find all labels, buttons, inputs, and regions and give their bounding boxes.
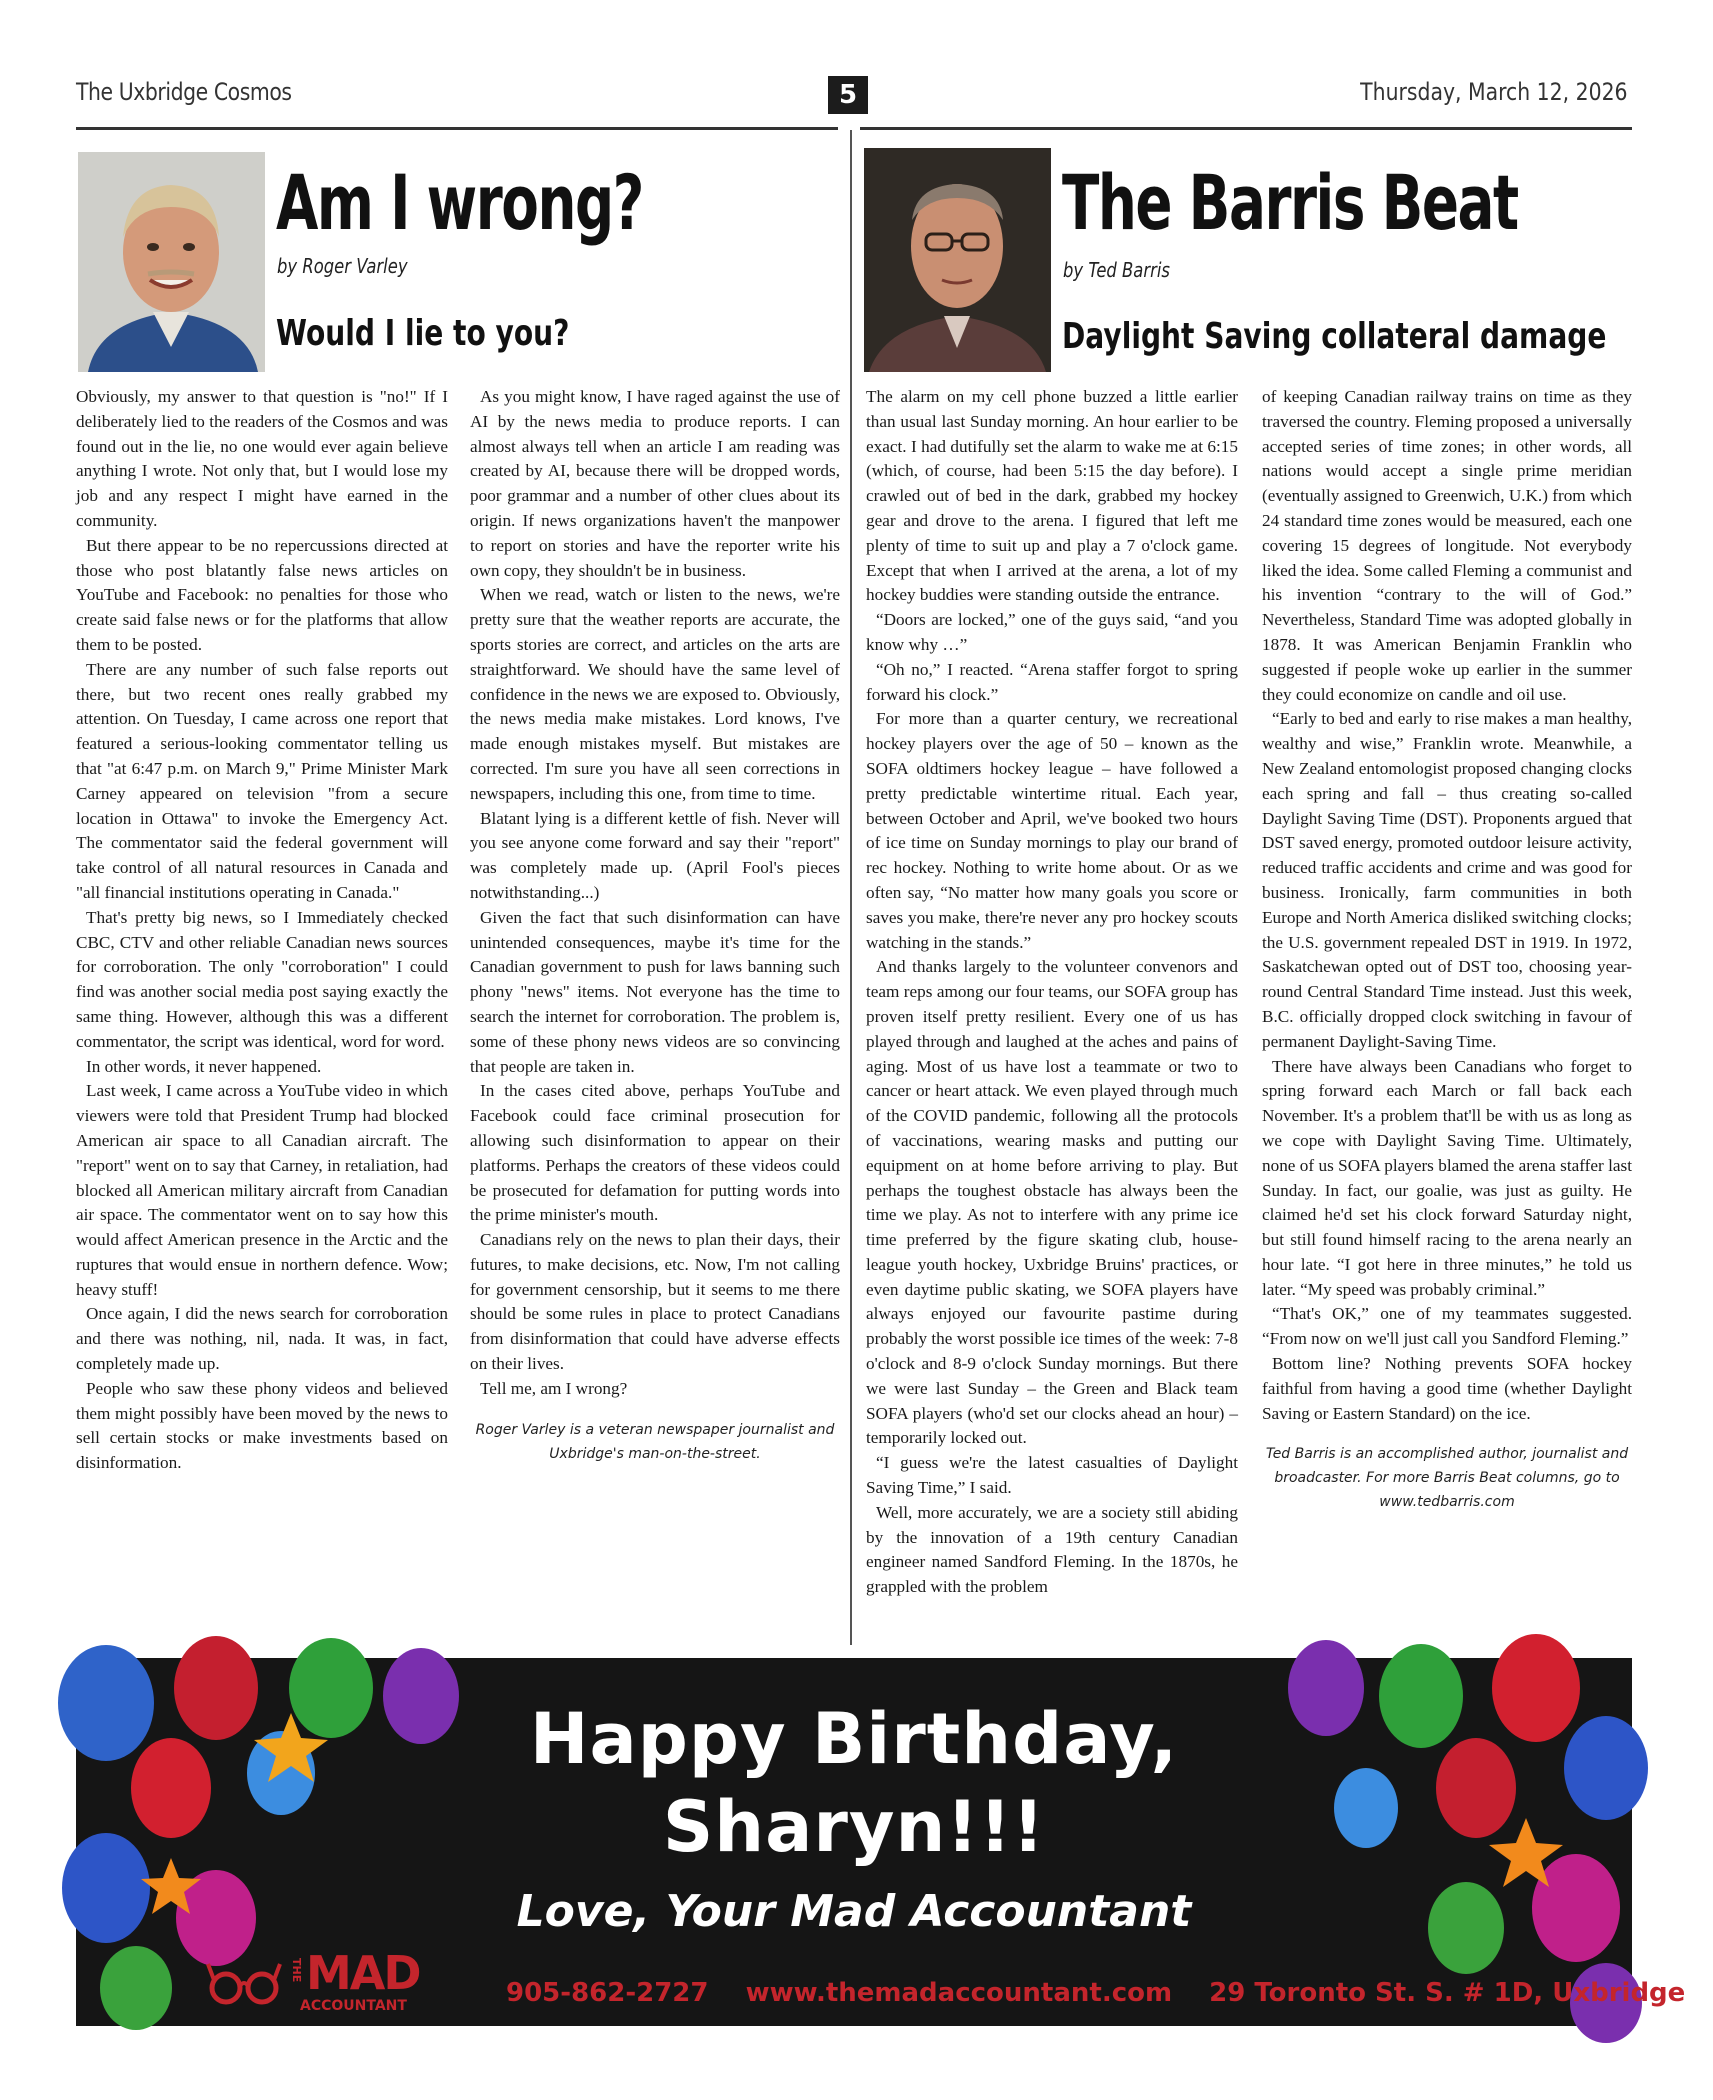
paragraph: Bottom line? Nothing prevents SOFA hockey faithful from having a good time (whether Daylight Saving or Eastern Standard) on the ice. <box>1262 1354 1632 1423</box>
logo-sub-text: ACCOUNTANT <box>300 1998 407 2014</box>
ad-contact-line <box>506 1978 1713 2008</box>
article-text-column-3 <box>866 385 1238 1600</box>
paragraph: But there appear to be no repercussions directed at those who post blatantly false news articles on YouTube and Facebook: no penalties for those who create said false news or for the platforms that allow them to be posted. <box>76 535 448 654</box>
article-headline: Daylight Saving collateral damage <box>1062 316 1607 357</box>
article-headline: Would I lie to you? <box>276 313 570 354</box>
column-title: Am I wrong? <box>276 158 643 247</box>
ad-phone: 905-862-2727 <box>506 1978 709 2008</box>
paragraph: “Early to bed and early to rise makes a man healthy, wealthy and wise,” Franklin wrote. Meanwhile, a New Zealand entomologist proposed changing clocks each spring and fall – thus creating so-called Daylight Saving Time (DST). Proponents argued that DST saved energy, promoted outdoor leisure activity, reduced traffic accidents and crime and was good for business. Ironically, farm communities in both Europe and North America disliked switching clocks; the U.S. government repealed DST in 1919. In 1972, Saskatchewan opted out of DST too, choosing year-round Central Standard Time instead. Just this week, B.C. officially dropped clock switching in favour of permanent Daylight-Saving Time. <box>1262 709 1632 1051</box>
ad-recipient: Sharyn!!! <box>662 1786 1046 1868</box>
author-photo-roger-varley <box>78 152 265 372</box>
paragraph: And thanks largely to the volunteer convenors and team reps among our four teams, our SOFA group has proven itself pretty resilient. Every one of us has played through and laughed at the aches and pains of aging. Most of us have lost a teammate or two to cancer or heart attack. We even played through much of the COVID pandemic, following all the protocols of vaccinations, wearing masks and putting our equipment on at home before arriving to play. But perhaps the toughest obstacle has always been the time we play. As not to interfere with any prime ice time preferred by the figure skating club, house-league youth hockey, Uxbridge Bruins' practices, or even daytime public skating, we SOFA players have always enjoyed our favourite pastime during probably the worst possible ice times of the week: 7-8 o'clock and 8-9 o'clock Sunday mornings. But there we were last Sunday – the Green and Black team SOFA players (who'd set our clocks ahead an hour) – temporarily locked out. <box>866 957 1238 1448</box>
article-text-column-2 <box>470 385 840 1466</box>
ad-greeting: Happy Birthday, <box>529 1698 1179 1780</box>
paragraph: The alarm on my cell phone buzzed a little earlier than usual last Sunday morning. An hour earlier to be exact. I had dutifully set the alarm to wake me at 6:15 (which, of course, had been 5:15 the day before). I crawled out of bed in the dark, grabbed my hockey gear and drove to the arena. I figured that left me plenty of time to suit up and play a 7 o'clock game. Except that when I arrived at the arena, a lot of my hockey buddies were standing outside the entrance. <box>866 387 1238 605</box>
paragraph: People who saw these phony videos and believed them might possibly have been moved by the news to sell certain stocks or make investments based on disinformation. <box>76 1378 448 1473</box>
logo-main-text: MAD <box>306 1946 420 2000</box>
page-number: 5 <box>828 76 868 114</box>
mad-accountant-logo <box>204 1936 464 2016</box>
portrait-illustration <box>864 148 1051 372</box>
publication-name: The Uxbridge Cosmos <box>76 78 292 106</box>
article-text-column-4 <box>1262 385 1632 1514</box>
ad-signoff: Love, Your Mad Accountant <box>516 1886 1192 1937</box>
masthead <box>76 70 1628 128</box>
paragraph: “That's OK,” one of my teammates suggested. “From now on we'll just call you Sandford Fleming.” <box>1262 1304 1632 1349</box>
paragraph: There have always been Canadians who forget to spring forward each March or fall back each November. It's a problem that'll be with us as long as we cope with Daylight Saving Time. Ultimately, none of us SOFA players blamed the arena staffer last Sunday. In fact, our goalie, was just as guilty. He claimed he'd set his clock forward Saturday night, but still found himself racing to the arena nearly an hour late. “I got here in three minutes,” he told us later. “My speed was probably criminal.” <box>1262 1056 1632 1299</box>
author-bio: Roger Varley is a veteran newspaper journalist and Uxbridge's man-on-the-street. <box>475 1421 835 1462</box>
column-title: The Barris Beat <box>1062 158 1518 247</box>
masthead-rule-right <box>860 127 1632 130</box>
portrait-illustration <box>78 152 265 372</box>
paragraph: “Doors are locked,” one of the guys said, “and you know why …” <box>866 610 1238 654</box>
paragraph: There are any number of such false reports out there, but two recent ones really grabbed my attention. On Tuesday, I came across one report that featured a serious-looking commentator telling us that "at 6:47 p.m. on March 9," Prime Minister Mark Carney appeared on television "from a secure location in Ottawa" to invoke the Emergency Act. The commentator said the federal government will take control of all natural resources in Canada and "all financial institutions operating in Canada." <box>76 659 448 902</box>
article-text-column-1 <box>76 385 448 1476</box>
paragraph: Once again, I did the news search for corroboration and there was nothing, nil, nada. It was, in fact, completely made up. <box>76 1304 448 1374</box>
paragraph: In the cases cited above, perhaps YouTube and Facebook could face criminal prosecution for allowing such disinformation to appear on their platforms. Perhaps the creators of these videos could be prosecuted for defamation for putting words into the prime minister's mouth. <box>470 1081 840 1225</box>
paragraph: That's pretty big news, so I Immediately checked CBC, CTV and other reliable Canadian news sources for corroboration. The only "corroboration" I could find was another social media post saying exactly the same thing. However, although this was a different commentator, the script was identical, word for word. <box>76 907 448 1051</box>
issue-date: Thursday, March 12, 2026 <box>1360 78 1628 106</box>
column-divider <box>850 130 852 1645</box>
paragraph: When we read, watch or listen to the news, we're pretty sure that the weather reports are accurate, the sports stories are correct, and articles on the arts are straightforward. We should have the same level of confidence in the news we are exposed to. Obviously, the news media make mistakes. Lord knows, I've made enough mistakes myself. But mistakes are corrected. I'm sure you have all seen corrections in newspapers, including this one, from time to time. <box>470 585 840 803</box>
logo-small-text: THE <box>290 1958 303 1983</box>
paragraph: Blatant lying is a different kettle of fish. Never will you see anyone come forward and say their "report" was completely made up. (April Fool's pieces notwithstanding...) <box>470 808 840 902</box>
ad-address: 29 Toronto St. S. # 1D, Uxbridge <box>1209 1978 1686 2008</box>
paragraph: “I guess we're the latest casualties of Daylight Saving Time,” I said. <box>866 1453 1238 1498</box>
paragraph: of keeping Canadian railway trains on time as they traversed the country. Fleming proposed a universally accepted series of time zones; in other words, all nations would accept a single prime meridian (eventually assigned to Greenwich, U.K.) from which 24 standard time zones would be measured, each one covering 15 degrees of longitude. Not everybody liked the idea. Some called Fleming a communist and his invention “contrary to the will of God.” Nevertheless, Standard Time was adopted globally in 1878. It was American Benjamin Franklin who suggested if people woke up earlier in the summer they could economize on candle and oil use. <box>1262 387 1632 704</box>
author-bio: Ted Barris is an accomplished author, journalist and broadcaster. For more Barris Beat columns, go to www.tedbarris.com <box>1265 1446 1629 1511</box>
paragraph: Given the fact that such disinformation can have unintended consequences, maybe it's time for the Canadian government to push for laws banning such phony "news" items. Not everyone has the time to search the internet for corroboration. The problem is, some of these phony news videos are so convincing that people are taken in. <box>470 907 840 1076</box>
paragraph: Tell me, am I wrong? <box>480 1378 628 1398</box>
ad-website[interactable]: www.themadaccountant.com <box>745 1978 1173 2008</box>
paragraph: Obviously, my answer to that question is "no!" If I deliberately lied to the readers of the Cosmos and was found out in the lie, no one would ever again believe anything I wrote. Not only that, but I would lose my job and any respect I might have earned in the community. <box>76 387 448 530</box>
paragraph: Well, more accurately, we are a society still abiding by the innovation of a 19th century Canadian engineer named Sandford Fleming. In the 1870s, he grappled with the problem <box>866 1502 1238 1597</box>
paragraph: Canadians rely on the news to plan their days, their futures, to make decisions, etc. Now, I'm not calling for government censorship, but it seems to me there should be some rules in place to protect Canadians from disinformation that could have adverse effects on their lives. <box>470 1230 840 1374</box>
byline: by Roger Varley <box>277 254 408 278</box>
author-photo-ted-barris <box>864 148 1051 372</box>
byline: by Ted Barris <box>1063 258 1170 282</box>
paragraph: “Oh no,” I reacted. “Arena staffer forgot to spring forward his clock.” <box>866 659 1238 704</box>
paragraph: As you might know, I have raged against the use of AI by the news media to produce reports. I can almost always tell when an article I am reading was created by AI, because there will be dropped words, poor grammar and a number of other clues about its origin. If news organizations haven't the manpower to report on stories and have the reporter write his own copy, they shouldn't be in business. <box>470 387 840 580</box>
paragraph: For more than a quarter century, we recreational hockey players over the age of 50 – known as the SOFA oldtimers hockey league – have followed a pretty predictable wintertime ritual. Each year, between October and April, we've booked two hours of ice time on Sunday mornings to play our brand of rec hockey. Nothing to write home about. Or as we often say, “No matter how many goals you score or saves you make, there're never any pro hockey scouts watching in the stands.” <box>866 709 1238 952</box>
birthday-advertisement <box>76 1658 1686 2026</box>
paragraph: In other words, it never happened. <box>86 1056 322 1076</box>
masthead-rule-left <box>76 127 838 130</box>
paragraph: Last week, I came across a YouTube video in which viewers were told that President Trump had blocked American air space to all Canadian aircraft. The "report" went on to say that Carney, in retaliation, had blocked all American military aircraft from Canadian air space. The commentator went on to say how this would affect American presence in the Arctic and the ruptures that would ensue in northern defence. Wow; heavy stuff! <box>76 1081 448 1299</box>
